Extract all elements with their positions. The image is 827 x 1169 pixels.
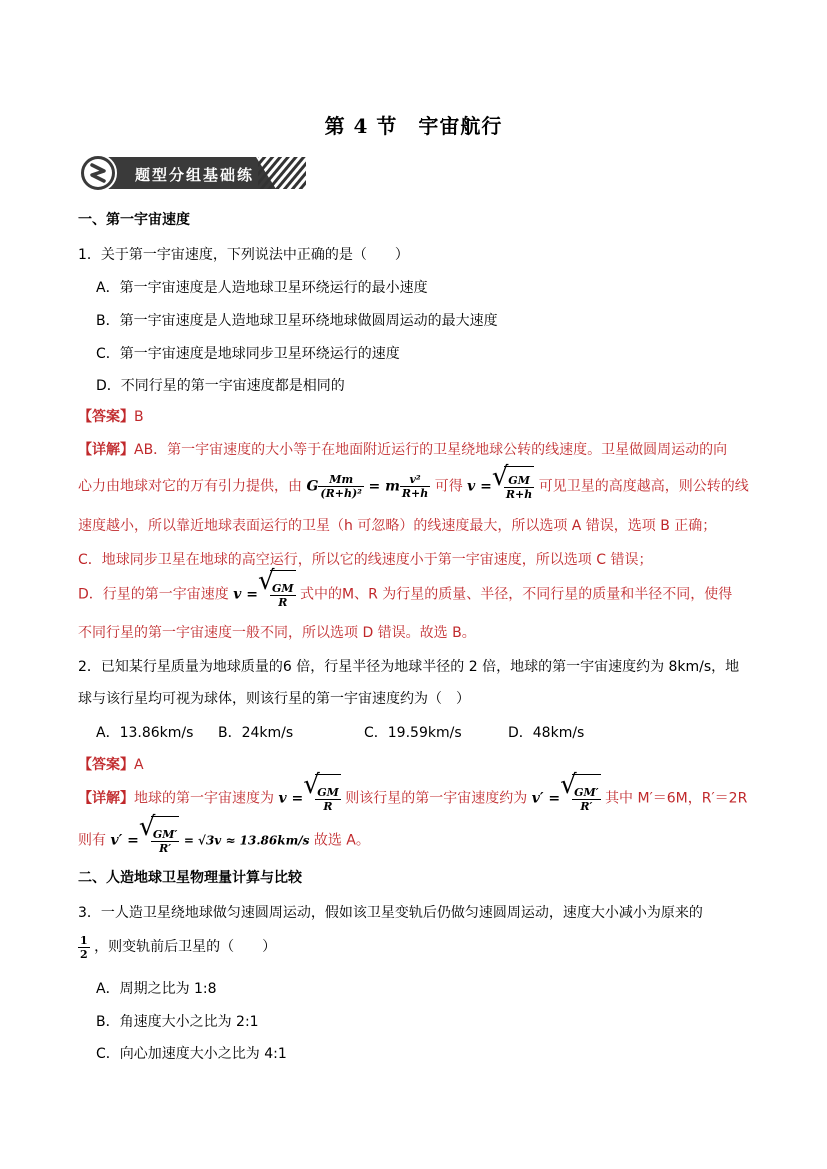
formula-fraction: $\frac{Mm}{\text{(R+h)²}}$ (320, 473, 363, 500)
formula-symbol: = m (368, 478, 400, 495)
formula-symbol: v = (233, 586, 258, 603)
section-heading-1: 一、第一宇宙速度 (78, 212, 190, 228)
q1-detail-line-1 (78, 439, 727, 459)
detail-tag: 【详解】 (78, 442, 134, 458)
answer-tag: 【答案】 (78, 409, 134, 425)
q1-detail-line-2 (78, 462, 749, 507)
answer-tag: 【答案】 (78, 757, 134, 773)
page-title: 第 4 节 宇宙航行 (324, 114, 503, 138)
q1-detail-line-4: C．地球同步卫星在地球的高空运行，所以它的线速度小于第一宇宙速度，所以选项 C 错误； (78, 552, 653, 568)
q2-detail-line-2 (78, 812, 370, 865)
q3-fraction: $\frac{1}{2}$ (80, 933, 88, 961)
q3-option-b: B．角速度大小之比为 2:1 (96, 1014, 259, 1030)
formula-symbol: v = (467, 478, 492, 495)
detail-text: AB．第一宇宙速度的大小等于在地面附近运行的卫星绕地球公转的线速度。卫星做圆周运动的向 (134, 442, 728, 458)
formula-symbol: v′ = (531, 790, 561, 807)
q2-option-a: A．13.86km/s (96, 725, 194, 741)
detail-text: 可见卫星的高度越高，则公转的线 (538, 478, 749, 495)
detail-text: 心力由地球对它的万有引力提供，由 (78, 478, 302, 495)
q3-stem-text: ，则变轨前后卫星的（ ） (94, 939, 277, 955)
detail-text: 可得 (434, 478, 463, 495)
q2-option-c: C．19.59km/s (364, 725, 462, 741)
formula-result: = √3v ≈ 13.86km/s (183, 833, 310, 848)
detail-text: 则有 (78, 832, 106, 849)
q3-stem-line-1: 3．一人造卫星绕地球做匀速圆周运动，假如该卫星变轨后仍做匀速圆周运动，速度大小减小为原来的 (78, 905, 703, 921)
q1-option-c: C．第一宇宙速度是地球同步卫星环绕运行的速度 (96, 346, 400, 362)
formula-root: √ $\frac{GM}{R}$ (303, 774, 341, 823)
q2-stem-line-2: 球与该行星均可视为球体，则该行星的第一宇宙速度约为（ ） (78, 691, 470, 707)
q1-option-d: D．不同行星的第一宇宙速度都是相同的 (96, 378, 345, 394)
q1-detail-line-3: 速度越小，所以靠近地球表面运行的卫星（h 可忽略）的线速度最大，所以选项 A 错误，选项 B 正确； (78, 518, 717, 534)
q2-answer (78, 754, 144, 774)
answer-value: B (134, 409, 144, 425)
detail-text: 式中的M、R 为行星的质量、半径，不同行星的质量和半径不同，使得 (300, 586, 733, 603)
q1-stem: 1．关于第一宇宙速度，下列说法中正确的是（ ） (78, 247, 409, 263)
detail-text: D．行星的第一宇宙速度 (78, 586, 229, 603)
detail-tag: 【详解】 (78, 790, 134, 807)
q2-option-d: D．48km/s (508, 725, 585, 741)
section-heading-2: 二、人造地球卫星物理量计算与比较 (78, 870, 302, 886)
q1-option-a: A．第一宇宙速度是人造地球卫星环绕运行的最小速度 (96, 280, 428, 296)
banner-label: 题型分组基础练 (135, 166, 255, 184)
formula-root: √ $\frac{GM'}{R'}$ (560, 774, 600, 823)
q3-option-c: C．向心加速度大小之比为 4:1 (96, 1046, 287, 1062)
q1-answer (78, 406, 144, 426)
detail-text: 地球的第一宇宙速度为 (134, 790, 274, 807)
detail-text: 故选 A。 (313, 832, 370, 849)
detail-text: 则该行星的第一宇宙速度约为 (345, 790, 528, 807)
detail-text: 其中 M′＝6M，R′＝2R (605, 790, 748, 807)
formula-symbol: v′ = (110, 832, 139, 849)
q2-stem-line-1: 2．已知某行星质量为地球质量的6 倍，行星半径为地球半径的 2 倍，地球的第一宇宙速度约为 8km/s，地 (78, 659, 740, 675)
q3-stem-line-2 (78, 932, 276, 962)
q1-detail-line-5 (78, 566, 733, 619)
q1-detail-line-6: 不同行星的第一宇宙速度一般不同，所以选项 D 错误。故选 B。 (78, 625, 476, 641)
formula-symbol: v = (278, 790, 304, 807)
formula-root: √ $\frac{GM}{R}$ (258, 570, 296, 619)
q1-option-b: B．第一宇宙速度是人造地球卫星环绕地球做圆周运动的最大速度 (96, 313, 498, 329)
formula-fraction: $\frac{\text{v²}}{R+h}$ (401, 473, 429, 500)
q2-option-b: B．24km/s (218, 725, 294, 741)
formula-root: √ $\frac{GM}{R+h}$ (492, 466, 534, 507)
formula-root: √ $\frac{GM'}{R'}$ (139, 816, 179, 865)
formula-symbol: G (306, 478, 319, 495)
answer-value: A (134, 757, 144, 773)
q3-option-a: A．周期之比为 1:8 (96, 981, 217, 997)
